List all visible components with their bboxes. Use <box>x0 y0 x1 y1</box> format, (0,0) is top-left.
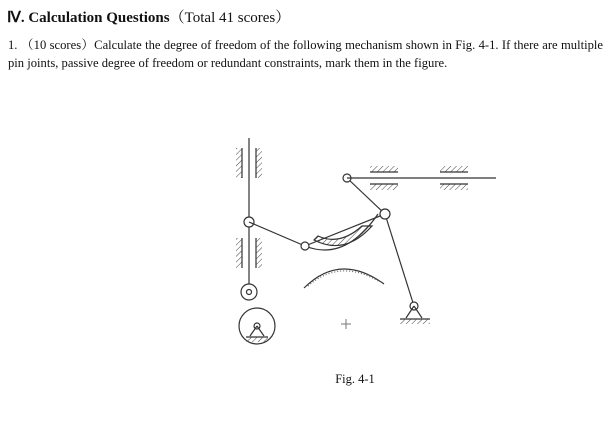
question-1-text: 1. （10 scores）Calculate the degree of freedom of the following mechanism shown in Fig. 4-1. If there are multiple pin joints, passive degree of freedom or redundant constraints, mark them in the figure. <box>8 38 603 70</box>
pin-triangle-right <box>380 209 390 219</box>
section-total-scores: （Total 41 scores） <box>169 10 291 26</box>
section-title: Ⅳ. Calculation Questions <box>7 10 170 26</box>
pin-triangle-left <box>301 242 309 250</box>
figure-caption: Fig. 4-1 <box>335 372 375 386</box>
circular-disk-arc <box>304 269 384 288</box>
ground-pivot-right <box>400 302 430 324</box>
roller-pin <box>247 290 252 295</box>
center-mark <box>341 319 351 329</box>
cam-shoe <box>314 226 372 246</box>
link-right-down <box>385 214 414 306</box>
